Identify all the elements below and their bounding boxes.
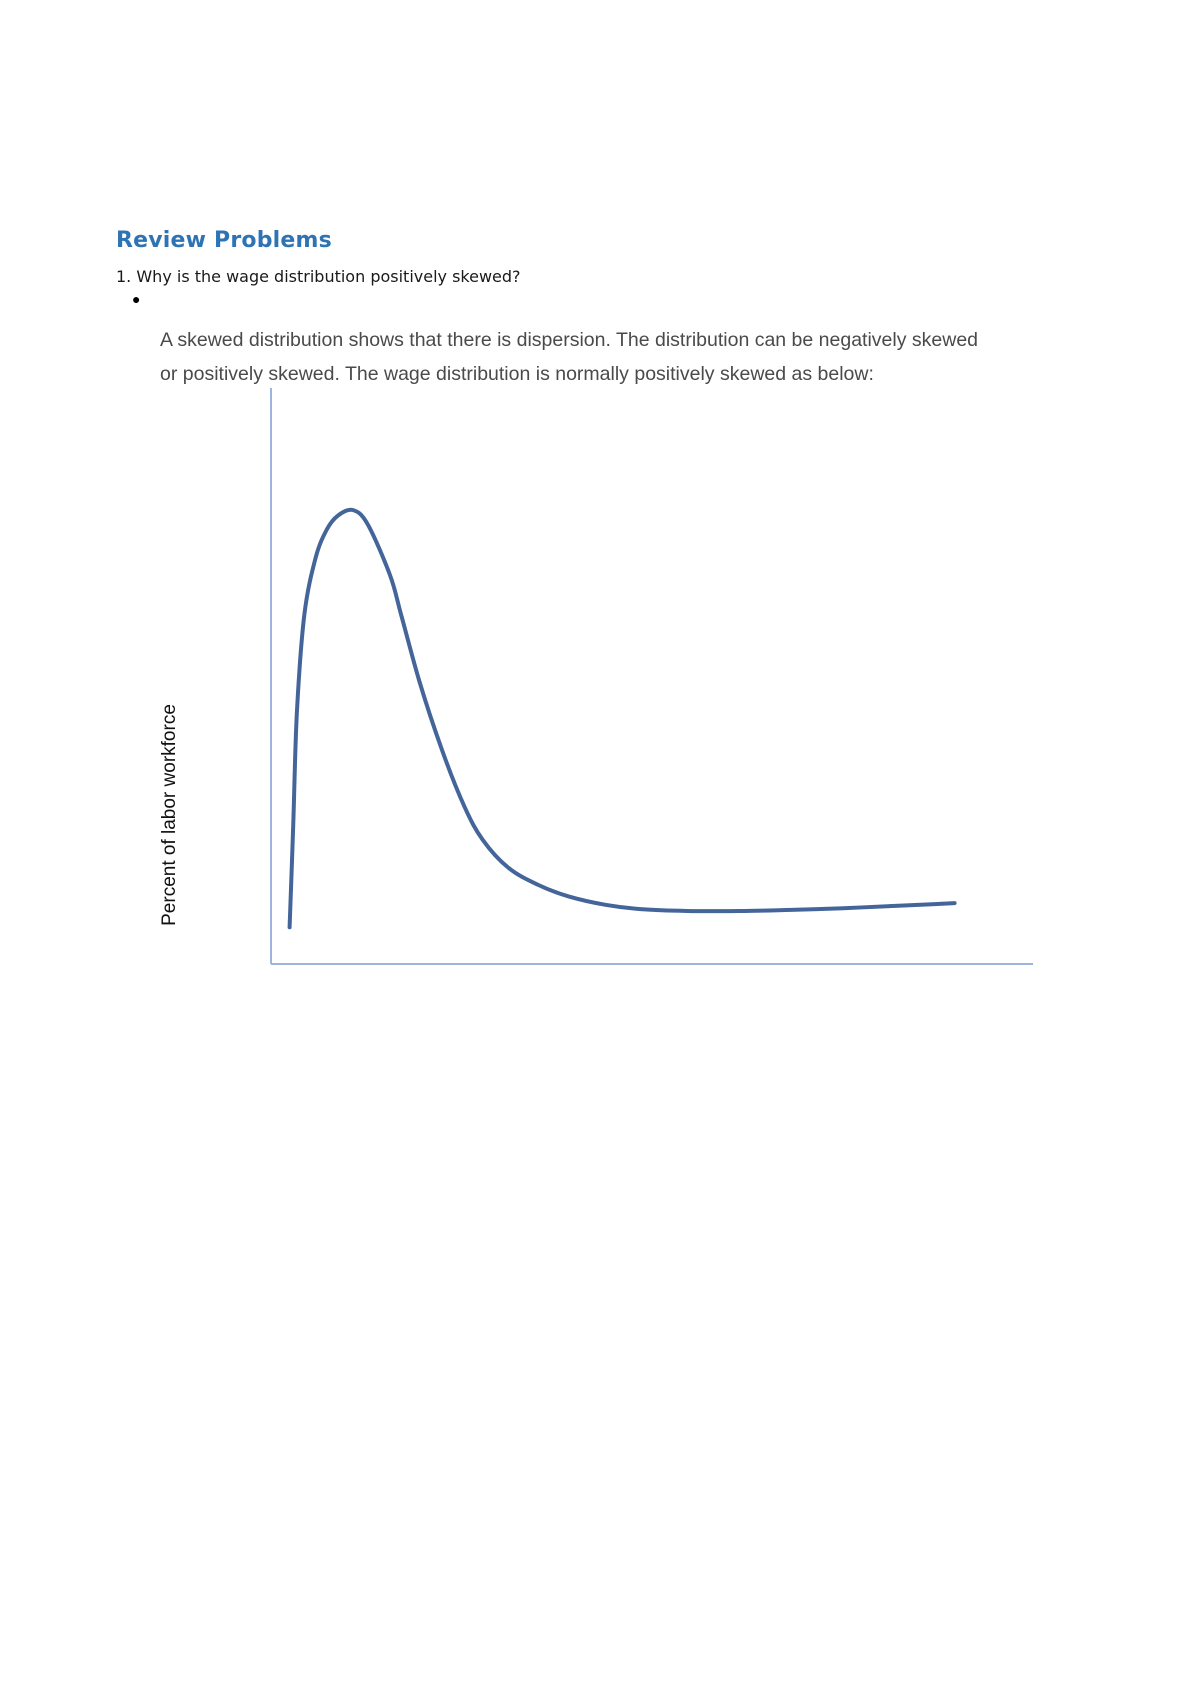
answer-line-2: or positively skewed. The wage distribution is normally positively skewed as below: bbox=[160, 363, 874, 385]
distribution-curve bbox=[290, 510, 955, 928]
wage-distribution-chart bbox=[150, 390, 1030, 990]
answer-paragraph bbox=[160, 323, 1060, 391]
section-heading: Review Problems bbox=[116, 228, 332, 253]
question-text: 1. Why is the wage distribution positively skewed? bbox=[116, 267, 521, 286]
chart-canvas bbox=[150, 390, 1030, 990]
answer-line-1: A skewed distribution shows that there is dispersion. The distribution can be negatively skewed bbox=[160, 329, 979, 351]
y-axis-label: Percent of labor workforce bbox=[159, 704, 180, 926]
bullet-marker: ● bbox=[132, 291, 141, 307]
